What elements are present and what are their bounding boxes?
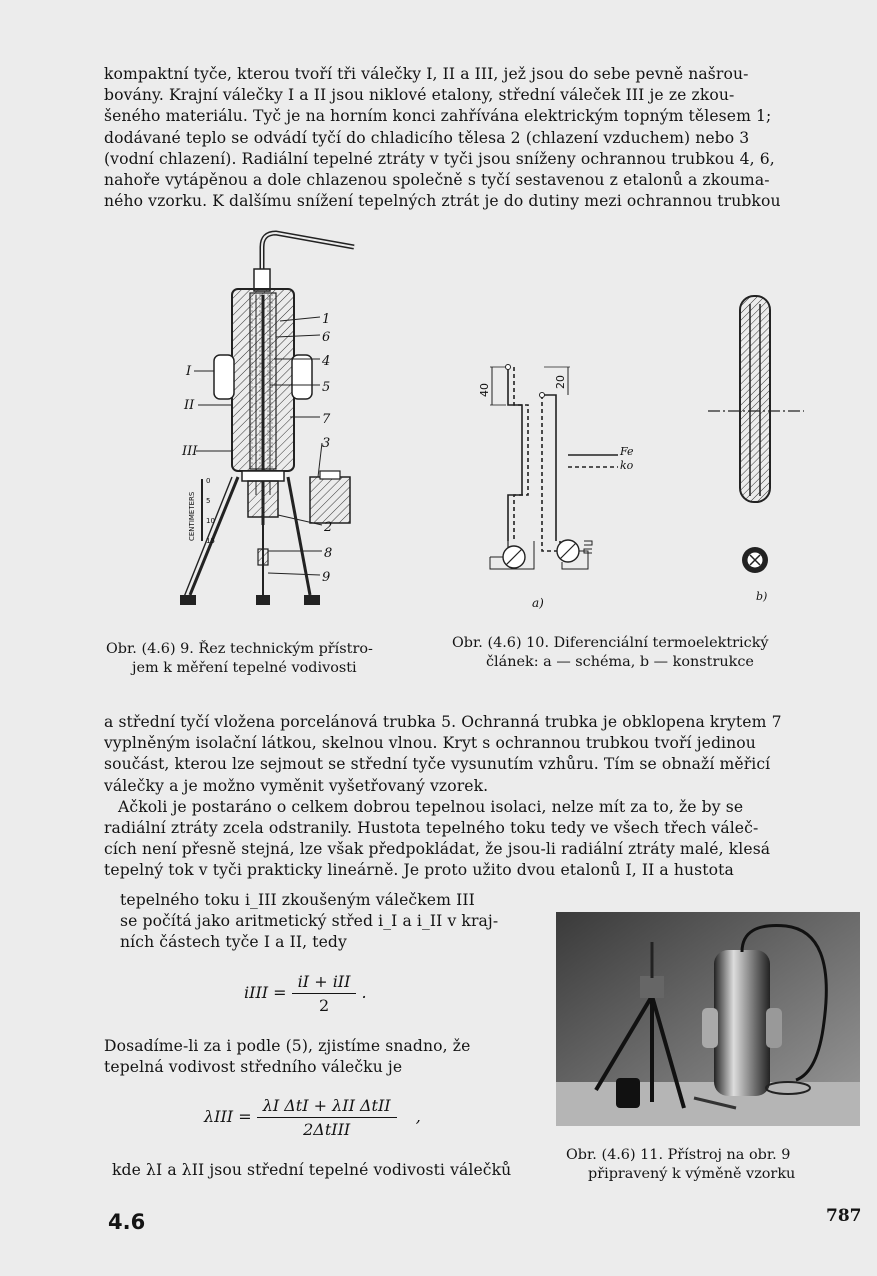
fig10-label-a: a) xyxy=(532,596,544,610)
fig10-dim-20: 20 xyxy=(554,375,567,389)
fig10-label-b: b) xyxy=(756,590,768,603)
caption-line: připravený k výměně vzorku xyxy=(588,1166,796,1182)
text-line: Ačkoli je postaráno o celkem dobrou tepelnou isolaci, nelze mít za to, že by se xyxy=(118,797,744,816)
paragraph-top xyxy=(104,64,848,212)
fig9-scale-tick: 5 xyxy=(206,497,211,505)
text-line: cích není přesně stejná, lze však předpokládat, že jsou-li radiální ztráty malé, klesá xyxy=(104,840,771,859)
text-line: válečky a je možno vyměnit vyšetřovaný vzorek. xyxy=(104,776,489,795)
equation-tail: , xyxy=(415,1107,421,1126)
equation-fraction xyxy=(257,1096,397,1139)
fig10-legend-ko: ko xyxy=(620,459,634,472)
fig9-scale-tick: 10 xyxy=(206,517,215,525)
fig9-label-3: 3 xyxy=(322,436,331,451)
text-line: ného vzorku. K dalšímu snížení tepelných ztrát je do dutiny mezi ochrannou trubkou xyxy=(104,192,781,211)
text-line: vyplněným isolační látkou, skelnou vlnou. Kryt s ochrannou trubkou tvoří jedinou xyxy=(104,734,756,753)
text-line: bovány. Krajní válečky I a II jsou niklové etalony, střední váleček III je ze zkou- xyxy=(104,86,735,105)
equation-denominator: 2ΔtIII xyxy=(303,1120,351,1139)
fig9-scale-tick: 0 xyxy=(206,477,211,485)
fig9-label-7: 7 xyxy=(322,412,331,427)
caption-line: Obr. (4.6) 9. Řez technickým přístro- xyxy=(106,641,373,657)
fig9-label-5: 5 xyxy=(322,380,331,395)
figure-10-caption xyxy=(452,634,862,672)
text-line: součást, kterou lze sejmout se střední tyče vysunutím vzhůru. Tím se obnaží měřicí xyxy=(104,755,771,774)
fig9-label-4: 4 xyxy=(322,354,331,369)
fig10-dim-40: 40 xyxy=(478,383,491,397)
fig9-label-9: 9 xyxy=(322,570,331,585)
caption-line: Obr. (4.6) 10. Diferenciální termoelektrický xyxy=(452,635,769,651)
text-line: kde λI a λII jsou střední tepelné vodivosti válečků xyxy=(112,1161,512,1179)
equation-conductivity xyxy=(204,1096,421,1139)
paragraph-middle xyxy=(104,712,856,882)
paragraph-left-column xyxy=(120,890,540,954)
text-line: tepelného toku i_III zkoušeným válečkem III xyxy=(120,891,475,909)
caption-line: jem k měření tepelné vodivosti xyxy=(132,660,357,676)
text-line: ních částech tyče I a II, tedy xyxy=(120,933,347,952)
text-line: radiální ztráty zcela odstranily. Hustota tepelného toku tedy ve všech třech váleč- xyxy=(104,819,759,838)
fig9-scale-tick: 15 xyxy=(206,537,215,545)
equation-fraction xyxy=(292,972,357,1015)
text-line: dodávané teplo se odvádí tyčí do chladicího tělesa 2 (chlazení vzduchem) nebo 3 xyxy=(104,128,750,147)
figure-10a-schematic xyxy=(470,355,634,615)
equation-lhs: iIII = xyxy=(244,983,287,1002)
text-line: nahoře vytápěnou a dole chlazenou společně s tyčí sestavenou z etalonů a zkouma- xyxy=(104,171,770,190)
equation-numerator: iI + iII xyxy=(292,972,357,994)
section-number: 4.6 xyxy=(108,1210,146,1234)
text-line: a střední tyčí vložena porcelánová trubka 5. Ochranná trubka je obklopena krytem 7 xyxy=(104,713,782,731)
page-number: 787 xyxy=(826,1206,862,1226)
figure-9-apparatus-section xyxy=(170,225,370,625)
figure-11-photo xyxy=(556,912,860,1126)
text-line: se počítá jako aritmetický střed i_I a i_II v kraj- xyxy=(120,912,499,931)
caption-line: Obr. (4.6) 11. Přístroj na obr. 9 xyxy=(566,1147,791,1163)
equation-heat-flux xyxy=(244,972,367,1015)
paragraph-last xyxy=(112,1160,552,1181)
equation-denominator: 2 xyxy=(318,996,330,1015)
fig10-legend-fe: Fe xyxy=(620,445,634,458)
figure-11-caption xyxy=(566,1146,866,1184)
fig9-label-III: III xyxy=(182,444,198,459)
fig9-label-2: 2 xyxy=(324,520,333,535)
fig9-scale-label: CENTIMETERS xyxy=(188,491,196,541)
text-line: (vodní chlazení). Radiální tepelné ztráty v tyči jsou sníženy ochrannou trubkou 4, 6, xyxy=(104,149,775,168)
fig9-label-1: 1 xyxy=(322,312,331,327)
text-line: Dosadíme-li za i podle (5), zjistíme snadno, že xyxy=(104,1037,471,1055)
fig9-label-I: I xyxy=(186,364,192,379)
figure-10b-construction xyxy=(700,290,810,610)
paragraph-eq2-intro xyxy=(104,1036,544,1078)
figure-9-caption xyxy=(106,640,436,678)
equation-tail: . xyxy=(361,983,367,1002)
text-line: šeného materiálu. Tyč je na horním konci zahřívána elektrickým topným tělesem 1; xyxy=(104,107,772,126)
caption-line: článek: a — schéma, b — konstrukce xyxy=(486,654,754,670)
text-line: tepelný tok v tyči prakticky lineárně. Je proto užito dvou etalonů I, II a hustota xyxy=(104,861,734,880)
fig9-label-II: II xyxy=(184,398,195,413)
equation-lhs: λIII = xyxy=(204,1107,252,1126)
fig9-label-8: 8 xyxy=(324,546,333,561)
equation-numerator: λI ΔtI + λII ΔtII xyxy=(257,1096,397,1118)
fig9-label-6: 6 xyxy=(322,330,331,345)
text-line: kompaktní tyče, kterou tvoří tři válečky I, II a III, jež jsou do sebe pevně našrou- xyxy=(104,65,749,83)
text-line: tepelná vodivost středního válečku je xyxy=(104,1058,403,1077)
